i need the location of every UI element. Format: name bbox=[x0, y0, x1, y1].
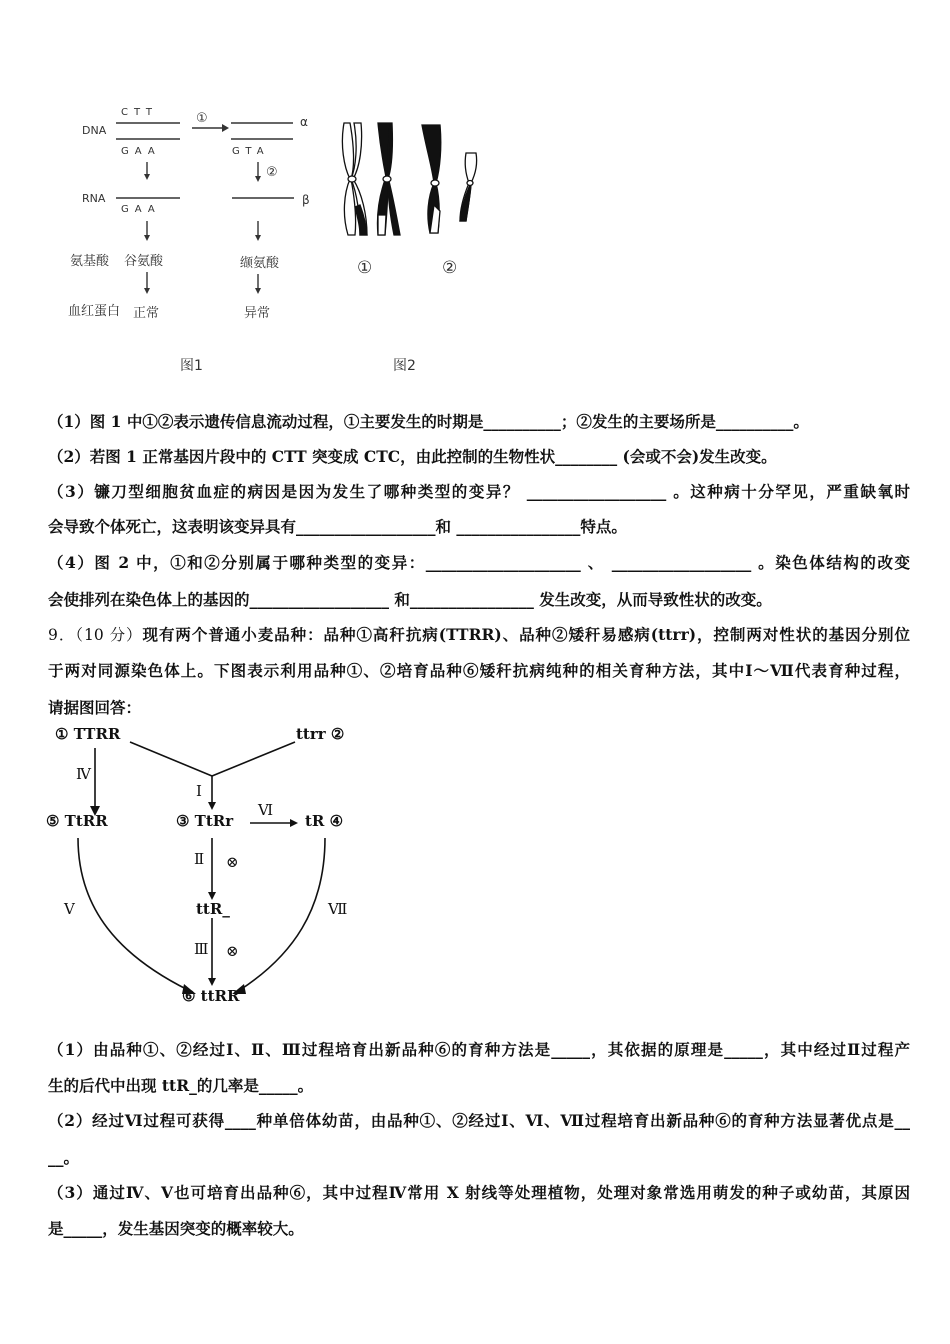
rna-label: RNA bbox=[82, 192, 106, 205]
node-4: tR ④ bbox=[305, 812, 344, 830]
figure1-caption: 图1 bbox=[180, 358, 203, 374]
dna-top-bases: CTT bbox=[121, 107, 159, 118]
q9-a1-line-2: 生的后代中出现 ttR_的几率是_____。 bbox=[48, 1076, 314, 1095]
node-parent-2: ttrr ② bbox=[296, 725, 345, 743]
q8-line-1: （1）图 1 中①②表示遗传信息流动过程，①主要发生的时期是__________；②发生的主要场所是__________。 bbox=[48, 412, 809, 431]
route-III: Ⅲ bbox=[194, 940, 209, 958]
q8-line-6: 会使排列在染色体上的基因的__________________ 和________________ 发生改变，从而导致性状的改变。 bbox=[48, 590, 772, 609]
beta-label: β bbox=[302, 193, 310, 207]
abnormal-label: 异常 bbox=[244, 306, 271, 321]
amino-acid-label: 氨基酸 bbox=[70, 254, 110, 269]
chromosome-drawings bbox=[330, 115, 500, 245]
q8-line-3: （3）镰刀型细胞贫血症的病因是因为发生了哪种类型的变异？ __________________ 。这种病十分罕见，严重缺氧时 bbox=[48, 482, 910, 501]
route-V: Ⅴ bbox=[64, 900, 75, 918]
q8-line-5: （4）图 2 中，①和②分别属于哪种类型的变异：____________________ 、 __________________ 。染色体结构的改变 bbox=[48, 553, 910, 572]
selfing-icon-II: ⊗ bbox=[226, 853, 239, 871]
figure2-caption: 图2 bbox=[393, 358, 416, 374]
step2-label: ② bbox=[266, 165, 278, 180]
route-VII: Ⅶ bbox=[328, 900, 348, 918]
selfing-icon-III: ⊗ bbox=[226, 942, 239, 960]
chromosome-label-2: ② bbox=[442, 258, 458, 278]
dna-bottom-bases: GAA bbox=[121, 146, 161, 157]
q9-intro-text: 现有两个普通小麦品种：品种①高秆抗病(TTRR)、品种②矮秆易感病(ttrr)，控制两对性状的基因分别位 bbox=[142, 625, 910, 644]
node-3: ③ TtRr bbox=[176, 812, 234, 830]
q8-line-2: （2）若图 1 正常基因片段中的 CTT 突变成 CTC，由此控制的生物性状________ (会或不会)发生改变。 bbox=[48, 447, 777, 466]
chromosome-label-1: ① bbox=[357, 258, 373, 278]
normal-label: 正常 bbox=[133, 306, 160, 321]
q9-a2-line-2: __。 bbox=[48, 1148, 80, 1167]
q9-intro-line-1 bbox=[48, 623, 910, 645]
q9-intro-line-2: 于两对同源染色体上。下图表示利用品种①、②培育品种⑥矮秆抗病纯种的相关育种方法，其中Ⅰ～Ⅶ代表育种过程， bbox=[48, 661, 910, 680]
node-6: ⑥ ttRR bbox=[182, 987, 240, 1005]
node-5: ⑤ TtRR bbox=[46, 812, 108, 830]
alpha-label: α bbox=[300, 115, 308, 129]
q9-a3-line-2: 是_____，发生基因突变的概率较大。 bbox=[48, 1219, 304, 1238]
q9-a3-line-1: （3）通过Ⅳ、Ⅴ也可培育出品种⑥，其中过程Ⅳ常用 X 射线等处理植物，处理对象常选用萌发的种子或幼苗，其原因 bbox=[48, 1183, 910, 1202]
node-parent-1: ① TTRR bbox=[55, 725, 121, 743]
hemoglobin-label: 血红蛋白 bbox=[68, 304, 121, 319]
q8-line-4: 会导致个体死亡，这表明该变异具有__________________和 ________________特点。 bbox=[48, 517, 627, 536]
val-label: 缬氨酸 bbox=[240, 256, 280, 271]
step1-label: ① bbox=[196, 111, 208, 126]
mutant-bases: GTA bbox=[232, 146, 270, 157]
rna-bases: GAA bbox=[121, 204, 161, 215]
q9-number: 9．（10 分） bbox=[48, 626, 143, 644]
route-II: Ⅱ bbox=[194, 850, 205, 868]
glu-label: 谷氨酸 bbox=[124, 254, 164, 269]
route-IV: Ⅳ bbox=[76, 765, 91, 783]
q9-intro-line-3: 请据图回答： bbox=[48, 698, 142, 717]
figure1-lines bbox=[0, 0, 340, 330]
q9-a1-line-1: （1）由品种①、②经过Ⅰ、Ⅱ、Ⅲ过程培育出新品种⑥的育种方法是_____，其依据的原理是_____，其中经过Ⅱ过程产 bbox=[48, 1040, 910, 1059]
node-ttR: ttR_ bbox=[196, 900, 230, 918]
dna-label: DNA bbox=[82, 124, 107, 137]
route-VI: Ⅵ bbox=[258, 801, 274, 819]
route-I: Ⅰ bbox=[196, 782, 202, 800]
q9-a2-line-1: （2）经过Ⅵ过程可获得____种单倍体幼苗，由品种①、②经过Ⅰ、Ⅵ、Ⅶ过程培育出新品种⑥的育种方法显著优点是__ bbox=[48, 1111, 910, 1130]
